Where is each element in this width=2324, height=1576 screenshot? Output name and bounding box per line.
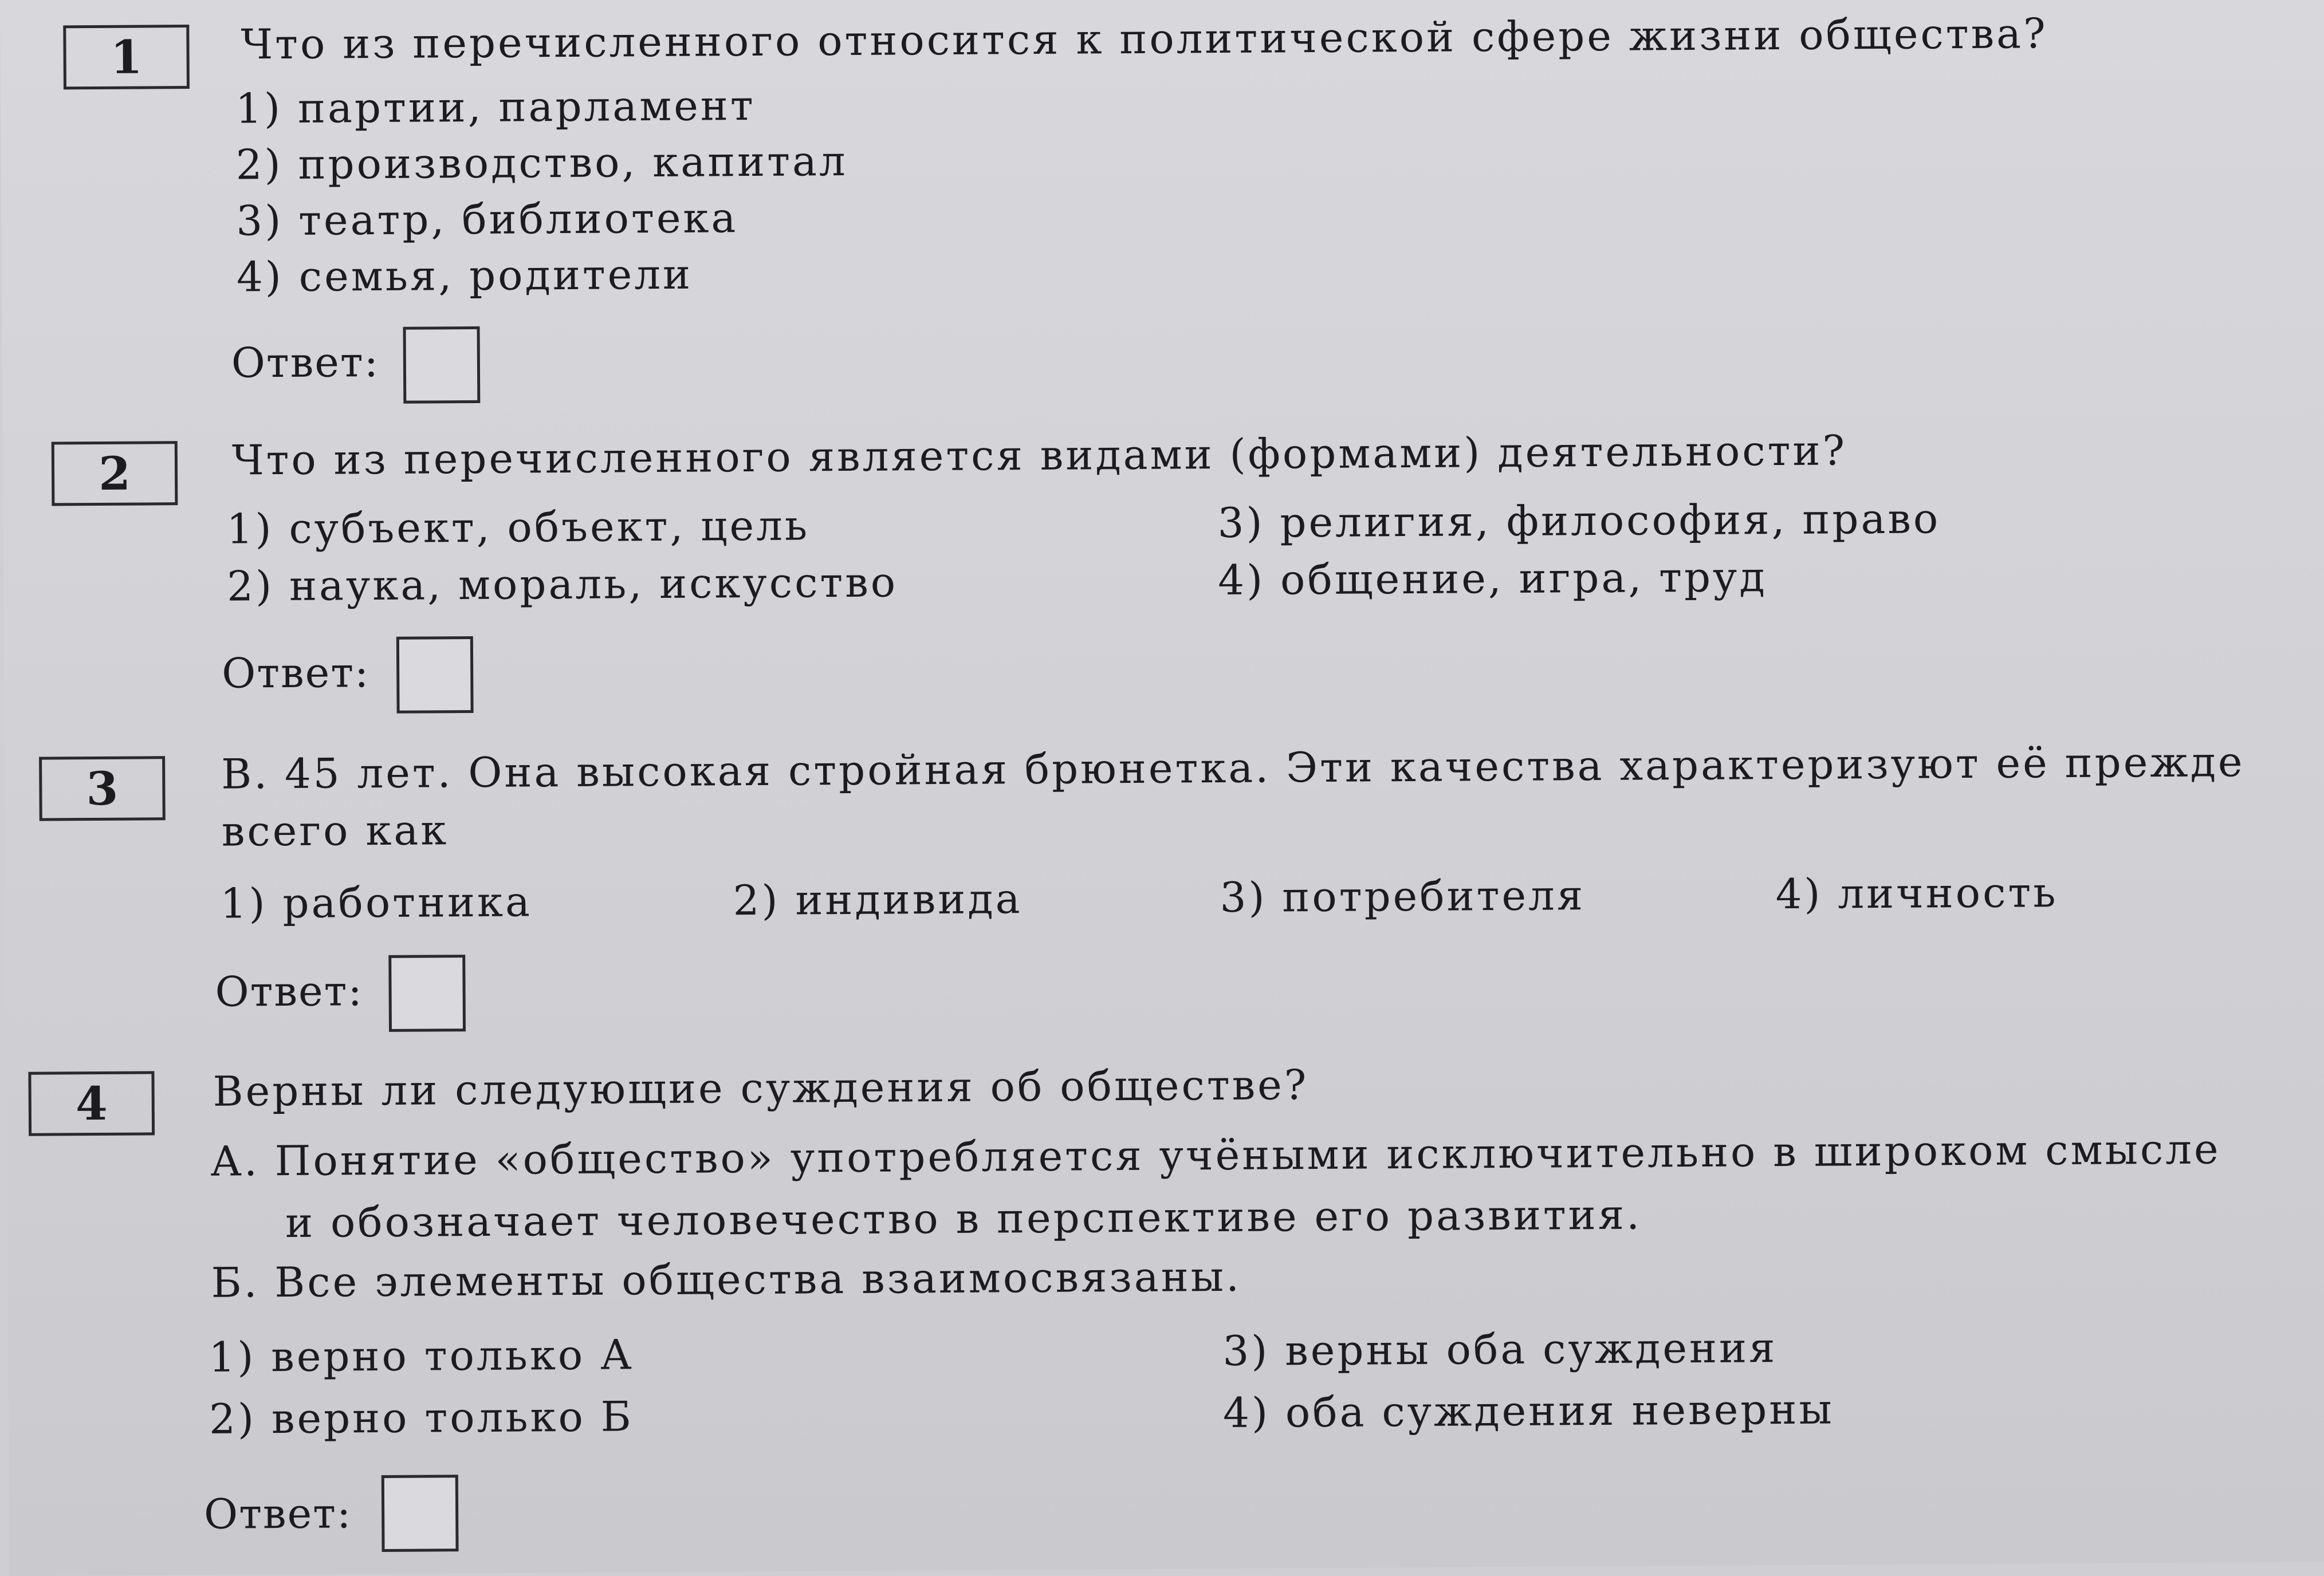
answer-option: 1) работника [220, 877, 533, 928]
question-number-box [39, 756, 166, 821]
question-number: 3 [86, 761, 119, 816]
answer-option: 2) наука, мораль, искусство [227, 558, 898, 610]
answer-option: 2) индивида [733, 874, 1023, 925]
answer-label: Ответ: [231, 337, 380, 387]
answer-option: 1) партии, парламент [235, 81, 756, 133]
answer-option: 4) оба суждения неверны [1222, 1385, 1834, 1437]
answer-option: 4) общение, игра, труд [1217, 553, 1767, 605]
answer-option: 3) театр, библиотека [236, 194, 738, 245]
answer-box[interactable] [396, 636, 474, 714]
answer-label: Ответ: [203, 1489, 352, 1538]
question-text: Что из перечисленного является видами (формами) деятельности? [231, 426, 1847, 484]
answer-option: 2) производство, капитал [235, 136, 848, 189]
statement-a-line2: и обозначает человечество в перспективе его развития. [285, 1190, 1642, 1247]
question-text: Верны ли следующие суждения об обществе? [213, 1061, 1309, 1116]
question-number-box [52, 441, 178, 506]
answer-option: 4) личность [1775, 868, 2058, 919]
answer-label: Ответ: [215, 967, 363, 1016]
answer-option: 2) верно только Б [209, 1392, 634, 1443]
question-number: 4 [75, 1076, 108, 1131]
answer-option: 3) религия, философия, право [1217, 494, 1941, 547]
question-number: 1 [110, 30, 143, 84]
question-text-line1: В. 45 лет. Она высокая стройная брюнетка. Эти качества характеризуют её прежде [221, 738, 2245, 798]
question-text-line2: всего как [221, 806, 449, 856]
question-number-box [63, 25, 190, 89]
question-number-box [28, 1071, 155, 1136]
answer-option: 1) субъект, объект, цель [226, 501, 810, 553]
question-number: 2 [98, 446, 131, 501]
statement-b: Б. Все элементы общества взаимосвязаны. [211, 1252, 1242, 1307]
question-text: Что из перечисленного относится к политической сфере жизни общества? [241, 9, 2048, 69]
answer-box[interactable] [382, 1475, 459, 1552]
answer-option: 3) потребителя [1220, 871, 1586, 922]
statement-a-line1: А. Понятие «общество» употребляется учёными исключительно в широком смысле [210, 1125, 2221, 1185]
answer-box[interactable] [403, 326, 480, 404]
answer-label: Ответ: [221, 648, 370, 698]
answer-box[interactable] [388, 955, 466, 1032]
answer-option: 1) верно только А [209, 1330, 634, 1381]
answer-option: 4) семья, родители [236, 250, 693, 301]
answer-option: 3) верны оба суждения [1222, 1323, 1778, 1376]
